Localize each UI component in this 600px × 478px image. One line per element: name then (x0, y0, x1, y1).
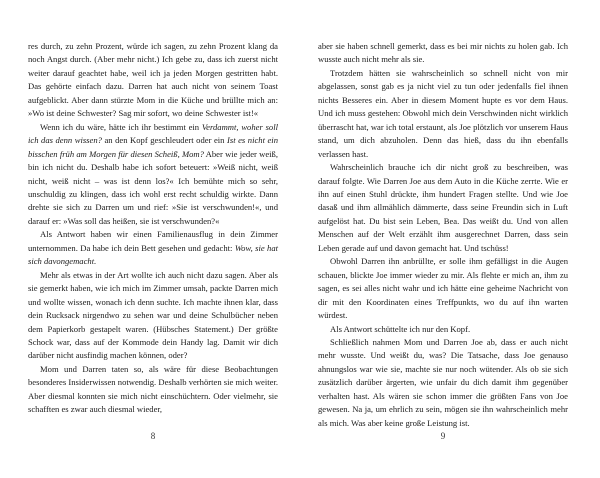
paragraph (318, 40, 568, 67)
page-number-left: 8 (150, 431, 156, 441)
paragraph-text: Trotzdem hätten sie wahrscheinlich so schnell nicht von mir abgelassen, sonst gab es ja nicht viel zu tun oder jedenfalls fiel ihnen nichts Besseres ein. Aber in diesem Moment hupte es vor dem Haus. Und ich muss gestehen: Obwohl mich dein Verschwinden nicht wirklich überrascht hat, war ich total erstaunt, als Joe plötzlich vor unserem Haus stand, um dich abzuholen. Denn das hieß, dass du ihn ebenfalls verlassen hast. (318, 67, 568, 159)
paragraph-text: res durch, zu zehn Prozent, würde ich sagen, zu zehn Prozent klang da noch Angst durch. (Aber mehr nicht.) Ich gebe zu, dass ich zuerst nicht weiter darauf geachtet habe, weil ich ja jeden Morgen gestritten habt. Das gehörte einfach dazu. Darren hat auch nicht von seinem Toast aufgeblickt. Aber dann stürzte Mom in die Küche und brüllte mich an: »Wo ist deine Schwester? Sag mir sofort, wo deine Schwester ist!« (28, 41, 278, 119)
paragraph (318, 161, 568, 255)
paragraph-text: Wenn ich du wäre, hätte ich ihr bestimmt ein (40, 121, 202, 132)
paragraph (28, 40, 278, 121)
paragraph-text: Schließlich nahmen Mom und Darren Joe ab, dass er auch nicht mehr wusste. Und weißt du, was? Die Tatsache, dass Joe genauso ahnungslos war wie sie, machte sie nur noch wütender. Als ob sie sich zusätzlich darüber ärgerten, wie unfair du dich damit ihm gegenüber verhalten hast. Als wären sie schon immer die größten Fans von Joe gewesen. Na ja, um ehrlich zu sein, mögen sie ihn wahrscheinlich mehr als mich. Was aber keine große Leistung ist. (318, 336, 568, 428)
paragraph-text: Mom und Darren taten so, als wäre für diese Beobachtungen besonderes Insiderwissen notwendig. Deshalb verhörten sie mich weiter. Aber diesmal konnten sie mich nicht einschüchtern. Oder vielmehr, sie schafften es zwar auch diesmal wieder, (28, 363, 278, 415)
paragraph-text: Als Antwort schüttelte ich nur den Kopf. (330, 323, 471, 334)
paragraph (318, 255, 568, 322)
paragraph-text: an den Kopf geschleudert oder ein (101, 135, 227, 146)
paragraph (28, 121, 278, 229)
paragraph-text: Wahrscheinlich brauche ich dir nicht groß zu beschreiben, was darauf folgte. Wie Darren Joe aus dem Auto in die Küche zerrte. Wie er ihn auf einen Stuhl drückte, ihm hundert Fragen stellte. Und wie Joe dasaß und ihm allmählich dämmerte, dass seine Freundin sich in Luft aufgelöst hat. Du bist sein Leben, Bea. Das weißt du. Und von allen Menschen auf der Welt erzählt ihm ausgerechnet Darren, dass sein Leben gerade auf und davon gemacht hat. Und tschüss! (318, 162, 568, 253)
right-page (318, 40, 568, 460)
paragraph (28, 363, 278, 417)
italic-text: Verdammt, woher soll ich das denn wissen? (28, 121, 278, 146)
paragraph-text: Als Antwort haben wir einen Familienausflug in dein Zimmer unternommen. Da habe ich dein Bett gesehen und gedacht: (28, 229, 278, 253)
paragraph (28, 228, 278, 268)
italic-text: Ist es nicht ein bisschen früh am Morgen für diesen Scheiß, Mom? (28, 135, 278, 159)
paragraph-text: Mehr als etwas in der Art wollte ich auch nicht dazu sagen. Aber als sie gemerkt haben, wie ich mich im Zimmer umsah, packte Darren mich und wollte wissen, wonach ich denn suchte. Ich machte ihnen klar, dass dein Rucksack nirgendwo zu sehen war und deine Schulbücher neben dem Papierkorb gestapelt waren. (Hübsches Statement.) Der größte Schock war, dass auf der Kommode dein Handy lag. Damit wir dich darüber nicht ausfindig machen können, oder? (28, 269, 278, 361)
italic-text: Wow, sie hat sich davongemacht. (28, 242, 278, 267)
paragraph-text: aber sie haben schnell gemerkt, dass es bei mir nichts zu holen gab. Ich wusste auch nicht mehr als sie. (318, 41, 568, 65)
right-page-body (318, 40, 568, 430)
paragraph (318, 336, 568, 430)
paragraph-text: Obwohl Darren ihn anbrüllte, er solle ihm gefälligst in die Augen schauen, blickte Joe immer wieder zu mir. Als flehte er mich an, ihm zu sagen, es sei alles nicht wahr und ich hätte eine geheime Nachricht von dir mit den Koordinaten eines Treffpunkts, wo du auf ihn warten würdest. (318, 256, 568, 321)
paragraph (318, 323, 568, 336)
left-page-body (28, 40, 278, 417)
paragraph (28, 269, 278, 363)
page-number-right: 9 (440, 431, 446, 441)
left-page (28, 40, 278, 460)
paragraph-text: Aber wie jeder weiß, bin ich nicht du. Deshalb habe ich sofort beteuert: »Weiß nicht, weiß nicht, weiß nicht – was ist denn los?« Ich bemühte mich so sehr, unschuldig zu klingen, dass ich wohl erst recht schuldig wirkte. Dann drehte sie sich zu Darren um und rief: »Sie ist verschwunden!«, und darauf er: »Was soll das heißen, sie ist verschwunden?« (28, 148, 278, 226)
paragraph (318, 67, 568, 161)
